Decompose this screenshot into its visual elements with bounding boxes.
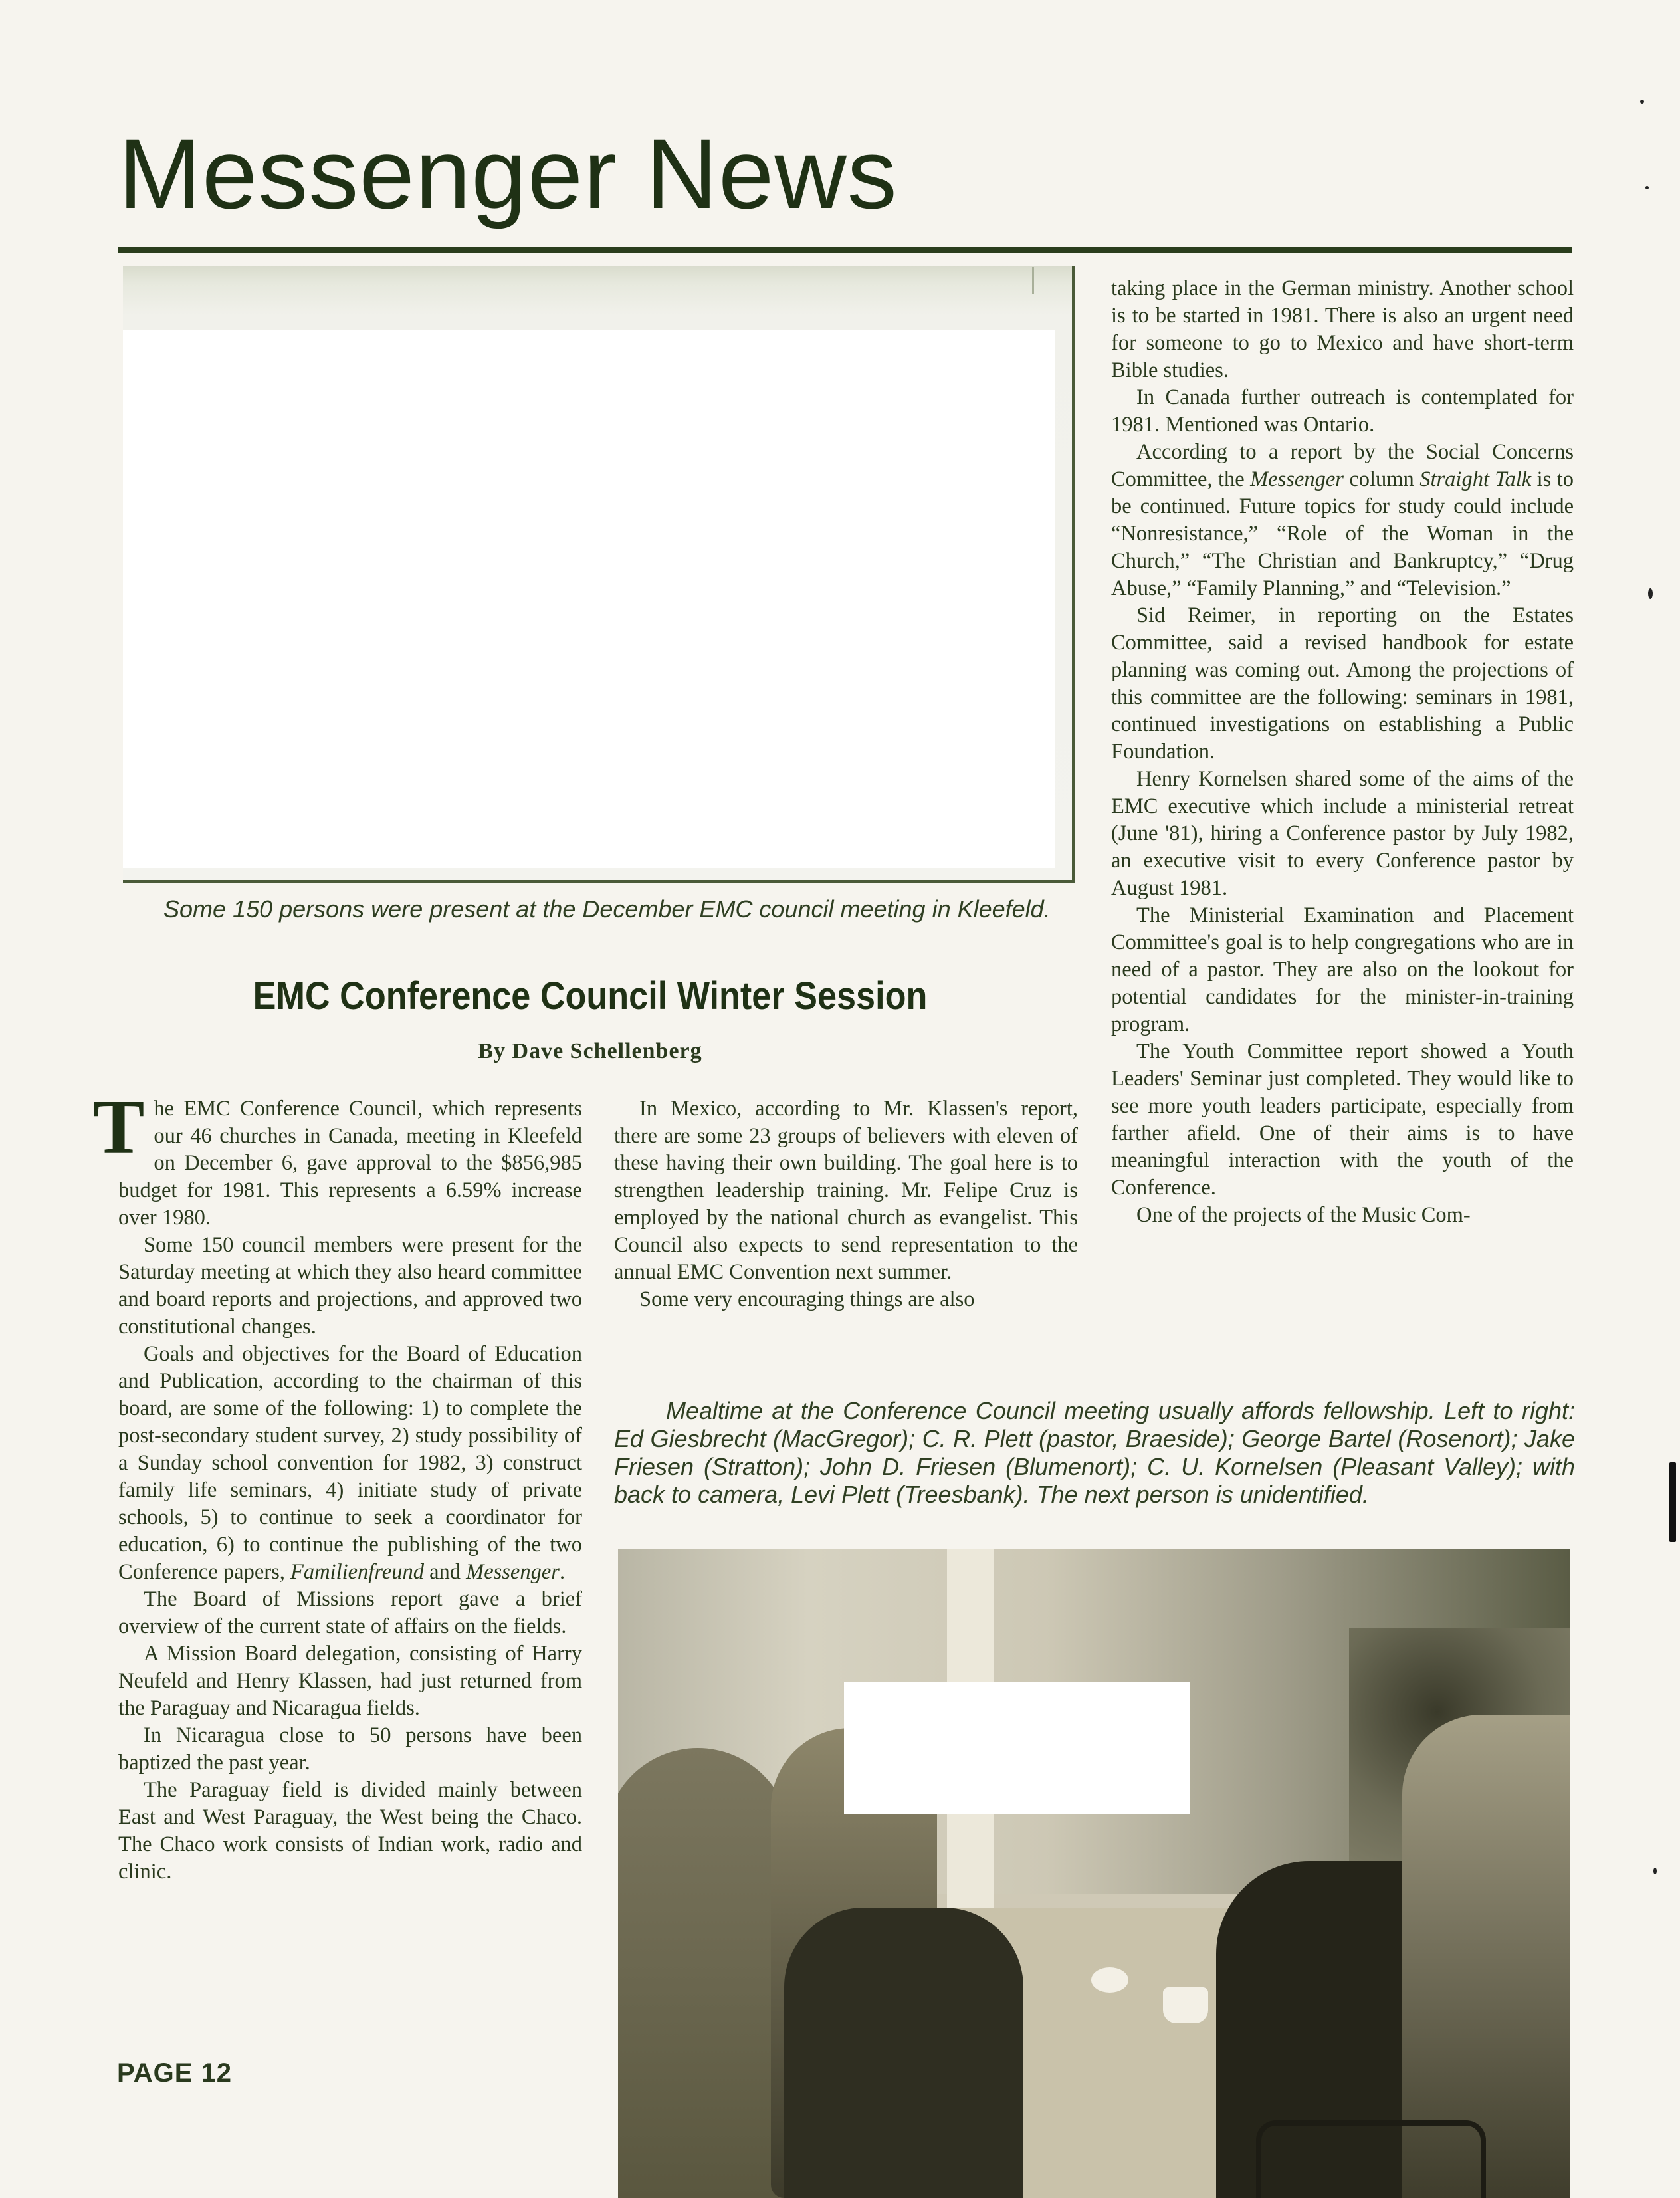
article-byline: By Dave Schellenberg: [478, 1039, 702, 1063]
photo-streak: [1032, 267, 1034, 294]
bottom-photo-caption-text: Mealtime at the Conference Council meeting usually affords fellowship. Left to right: Ed Giesbrecht (MacGregor); C. R. Plett (pastor, Braeside); George Bartel (Rosenort); Jake Friesen (Stratton); John D. Friesen (Blumenort); C. U. Kornelsen (Pleasant Valley); with back to camera, Levi Plett (Treesbank). The next person is unidentified.: [614, 1397, 1575, 1508]
article-paragraph: One of the projects of the Music Com-: [1136, 1203, 1471, 1227]
top-photo-caption-text: Some 150 persons were present at the December EMC council meeting in Kleefeld.: [163, 895, 1051, 923]
photo-person: [618, 1748, 791, 2198]
photo-redacted-area: [123, 330, 1055, 868]
paper-name: Messenger: [1250, 467, 1344, 491]
photo-cup: [1163, 1987, 1208, 2023]
paragraph-text: and: [429, 1560, 461, 1584]
mealtime-photo: [618, 1549, 1570, 2198]
article-paragraph: The Youth Committee report showed a Youth Leaders' Seminar just completed. They would like to see more youth leaders participate, especially from farther afield. One of their aims is to have meaningful interaction with the youth of the Conference.: [1111, 1040, 1574, 1200]
article-paragraph: [1111, 439, 1574, 602]
photo-cup: [1091, 1967, 1128, 1993]
page-number: PAGE 12: [117, 2058, 232, 2088]
article-paragraph: Sid Reimer, in reporting on the Estates Committee, said a revised handbook for estate planning was coming out. Among the projections of this committee are the following: seminars in 1981, continued investigations on establishing a Public Foundation.: [1111, 604, 1574, 764]
photo-chair: [1256, 2120, 1486, 2198]
scan-speck: [1648, 588, 1653, 599]
paper-name: Familienfreund: [290, 1560, 424, 1584]
article-paragraph: Henry Kornelsen shared some of the aims of the EMC executive which include a ministerial retreat (June '81), hiring a Conference pastor by July 1982, an executive visit to every Conference pastor by August 1981.: [1111, 767, 1574, 900]
top-photo-caption: [118, 895, 1062, 923]
article-paragraph: In Canada further outreach is contemplated for 1981. Mentioned was Ontario.: [1111, 385, 1574, 437]
article-paragraph: Some 150 council members were present for the Saturday meeting at which they also heard committee and board reports and projections, and approved two constitutional changes.: [118, 1233, 582, 1339]
article-paragraph: Some very encouraging things are also: [639, 1287, 975, 1311]
scan-speck: [1653, 1868, 1657, 1874]
scan-speck: [1640, 100, 1644, 104]
paragraph-text: he EMC Conference Council, which represents our 46 churches in Canada, meeting in Kleefeld on December 6, gave approval to the $856,985 budget for 1981. This represents a 6.59% increase over 1980.: [118, 1097, 582, 1230]
drop-cap: T: [93, 1085, 145, 1170]
paragraph-text: column: [1349, 467, 1414, 491]
photo-person: [784, 1908, 1023, 2198]
bottom-photo-caption: [614, 1397, 1575, 1509]
council-meeting-photo: [123, 266, 1075, 883]
photo-redacted-area: [844, 1682, 1190, 1814]
masthead-rule: [118, 247, 1572, 253]
article-headline: EMC Conference Council Winter Session: [253, 974, 928, 1018]
article-column-3: [1111, 275, 1574, 1229]
scan-speck: [1645, 186, 1649, 189]
article-paragraph: In Mexico, according to Mr. Klassen's report, there are some 23 groups of believers with eleven of these having their own building. The goal here is to strengthen leadership training. Mr. Felipe Cruz is employed by the national church as evangelist. This Council also expects to send representation to the annual EMC Convention next summer.: [614, 1097, 1078, 1284]
column-name: Straight Talk: [1419, 467, 1532, 491]
article-paragraph: The Paraguay field is divided mainly between East and West Paraguay, the West being the Chaco. The Chaco work consists of Indian work, radio and clinic.: [118, 1778, 582, 1884]
masthead-title: Messenger News: [118, 118, 898, 229]
article-paragraph: A Mission Board delegation, consisting of Harry Neufeld and Henry Klassen, had just returned from the Paraguay and Nicaragua fields.: [118, 1642, 582, 1720]
article-paragraph: The Board of Missions report gave a brief overview of the current state of affairs on the fields.: [118, 1587, 582, 1638]
article-paragraph: taking place in the German ministry. Another school is to be started in 1981. There is also an urgent need for someone to go to Mexico and have short-term Bible studies.: [1111, 276, 1574, 382]
article-paragraph: The Ministerial Examination and Placement Committee's goal is to help congregations who are in need of a pastor. They are also on the lookout for potential candidates for the minister-in-training program.: [1111, 903, 1574, 1036]
paragraph-text: Goals and objectives for the Board of Education and Publication, according to the chairman of this board, are some of the following: 1) to complete the post-secondary student survey, 2) study possibility of a Sunday school convention for 1982, 3) construct family life seminars, 4) initiate study of private schools, 5) to continue to seek a coordinator for education, 6) to continue the publishing of the two Conference papers,: [118, 1342, 582, 1584]
scan-edge-mark: [1669, 1462, 1676, 1542]
article-column-2: [614, 1095, 1078, 1313]
article-paragraph: [118, 1341, 582, 1586]
paragraph-text: According to a report by the Social Concerns Committee, the: [1111, 440, 1574, 491]
paragraph-text: is to be continued. Future topics for study could include “Nonresistance,” “Role of the Woman in the Church,” “The Christian and Bankruptcy,” “Drug Abuse,” “Family Planning,” and “Television.”: [1111, 467, 1574, 600]
article-column-1: [93, 1085, 582, 1886]
paragraph-text: .: [559, 1560, 566, 1584]
paper-name: Messenger: [466, 1560, 560, 1584]
article-paragraph: [93, 1085, 582, 1232]
article-paragraph: In Nicaragua close to 50 persons have been baptized the past year.: [118, 1723, 582, 1775]
